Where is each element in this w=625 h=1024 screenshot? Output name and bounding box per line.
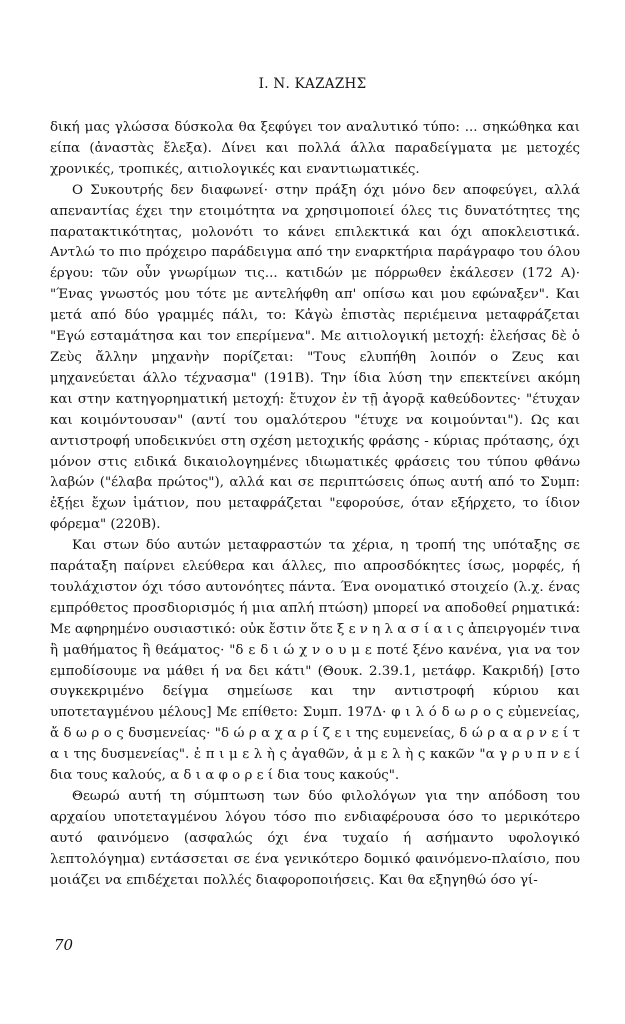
running-header: Ι. Ν. ΚΑΖΑΖΗΣ [258, 76, 367, 92]
paragraph-conclusion: Θεωρώ αυτή τη σύμπτωση των δύο φιλολόγων για την απόδοση του αρχαίου υποτεταγμένου λόγου τόσο πιο ενδιαφέρουσα όσο το μερικότερο αυτό φαινόμενο (ασφαλώς όχι ένα τυχαίο ή ασήμαντο υφολογικό λεπτολόγημα) εντάσσεται σε ένα γενικότερο δομικό φαινόμενο-πλαίσιο, που μοιάζει να επιδέχεται πολλές διαφοροποιήσεις. Και θα εξηγηθώ όσο γί- [50, 789, 580, 888]
page-body [50, 118, 580, 892]
paragraph-translators: Και στων δύο αυτών μεταφραστών τα χέρια, η τροπή της υπόταξης σε παράταξη παίρνει ελεύθερα και άλλες, πιο απροσδόκητες ίσως, μορφές, ή τουλάχιστον όχι τόσο αυτονόητες πάντα. Ένα ονοματικό στοιχείο (λ.χ. ένας εμπρόθετος προσδιορισμός ή μια απλή πτώση) μπορεί να αποδοθεί ρηματικά: Με αφηρημένο ουσιαστικό: οὐκ ἔστιν ὅτε ξ ε ν η λ α σ ί α ι ς ἀπειργομέν τινα ἢ μαθήματος ἢ θεάματος· "δ ε δ ι ώ χ ν ο υ μ ε ποτέ ξένο κανένα, για να τον εμποδίσουμε να μάθει ή να δει κάτι" (Θουκ. 2.39.1, μετάφρ. Κακριδή) [στο συγκεκριμένο δείγμα σημείωσε και την αντιστροφή κύριου και υποτεταγμένου μέλους] Με επίθετο: Συμπ. 197Δ· φ ι λ ό δ ω ρ ο ς εὐμενείας, ἄ δ ω ρ ο ς δυσμενείας· "δ ώ ρ α χ α ρ ί ζ ε ι της ευμενείας, δ ώ ρ α α ρ ν ε ί τ α ι της δυσμενείας". ἐ π ι μ ε λ ὴ ς ἀγαθῶν, ἀ μ ε λ ὴ ς κακῶν "α γ ρ υ π ν ε ί δια τους καλούς, α δ ι α φ ο ρ ε ί δια τους κακούς". [50, 538, 580, 784]
page-number: 70 [54, 936, 74, 954]
paragraph-sykoutris: Ο Συκουτρής δεν διαφωνεί· στην πράξη όχι μόνο δεν αποφεύγει, αλλά απεναντίας έχει την ετοιμότητα να χρησιμοποιεί όλες τις δυνατότητες της παρατακτικότητας, μολονότι το κάνει επιλεκτικά και όχι αποκλειστικά. Αντλώ το πιο πρόχειρο παράδειγμα από την εναρκτήρια παράγραφο του όλου έργου: τῶν οὖν γνωρίμων τις... κατιδών με πόρρωθεν ἐκάλεσεν (172 Α)· "Ένας γνωστός μου τότε με αντελήφθη απ' οπίσω και μου εφώναξεν". Και μετά από δύο γραμμές πάλι, το: Κἀγὼ ἐπιστὰς περιέμεινα μεταφράζεται "Εγώ εσταμάτησα και τον επερίμενα". Με αιτιολογική μετοχή: ἐλεήσας δὲ ὁ Ζεὺς ἄλλην μηχανὴν πορίζεται: "Τους ελυπήθη λοιπόν ο Ζευς και μηχανεύεται άλλο τέχνασμα" (191Β). Την ίδια λύση την επεκτείνει ακόμη και στην κατηγορηματική μετοχή: ἔτυχον ἐν τῇ ἀγορᾷ καθεύδοντες· "έτυχαν και κοιμόντουσαν" (αντί του ομαλότερου "έτυχε να κοιμούνται"). Ως και αντιστροφή υποδεικνύει στη σχέση μετοχικής φράσης - κύριας πρότασης, όχι μόνον στις ειδικά δικαιολογημένες ιδιωματικές φράσεις του τύπου φθάνω λαβών ("έλαβα πρώτος"), αλλά και σε περιπτώσεις όπως αυτή από το Συμπ: ἐξῄει ἔχων ἱμάτιον, που μεταφράζεται "εφορούσε, όταν εξήρχετο, το ίδιον φόρεμα" (220Β). [50, 182, 580, 533]
paragraph-continuation: δική μας γλώσσα δύσκολα θα ξεφύγει τον αναλυτικό τύπο: ... σηκώθηκα και είπα (ἀναστὰς ἔλεξα). Δίνει και πολλά άλλα παραδείγματα με μετοχές χρονικές, τροπικές, αιτιολογικές και εναντιωματικές. [50, 120, 580, 177]
